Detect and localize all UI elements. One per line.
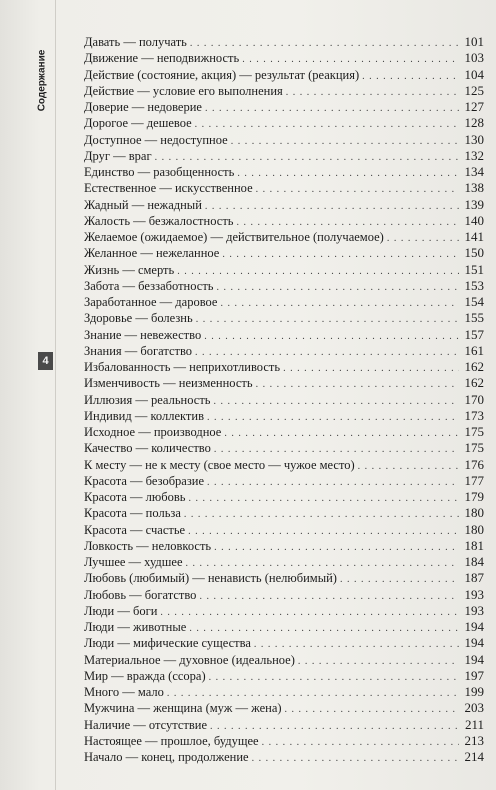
toc-entry-title: Любовь — богатство — [84, 587, 197, 602]
toc-entry[interactable] — [84, 115, 484, 131]
toc-entry-title: Жадный — нежадный — [84, 197, 202, 212]
toc-entry[interactable] — [84, 408, 484, 424]
toc-entry-page: 213 — [464, 732, 484, 748]
side-title — [30, 40, 54, 120]
dot-leader — [222, 247, 459, 263]
toc-entry[interactable] — [84, 343, 484, 359]
toc-entry[interactable] — [84, 197, 484, 213]
side-title-text: Содержание — [36, 49, 48, 111]
toc-entry-page: 211 — [464, 716, 484, 732]
dot-leader — [224, 426, 459, 442]
toc-entry-title: Естественное — искусственное — [84, 181, 253, 196]
toc-entry-title: Любовь (любимый) — ненависть (нелюбимый) — [84, 571, 337, 586]
toc-entry-page: 181 — [464, 537, 484, 553]
toc-entry-page: 138 — [464, 180, 484, 196]
dot-leader — [184, 507, 459, 523]
toc-entry-title: Лучшее — худшее — [84, 555, 183, 569]
toc-entry-page: 214 — [464, 749, 484, 764]
dot-leader — [256, 377, 459, 393]
toc-entry-page: 179 — [464, 489, 484, 504]
dot-leader — [387, 231, 459, 247]
toc-entry[interactable] — [84, 635, 484, 651]
table-of-contents — [84, 34, 484, 765]
toc-entry[interactable] — [84, 245, 484, 261]
toc-entry-title: Люди — боги — [84, 603, 158, 618]
dot-leader — [220, 296, 459, 312]
toc-entry-page: 180 — [464, 505, 484, 521]
dot-leader — [362, 69, 459, 85]
toc-entry[interactable] — [84, 164, 484, 180]
toc-entry[interactable] — [84, 570, 484, 586]
toc-entry[interactable] — [84, 229, 484, 245]
toc-entry[interactable] — [84, 489, 484, 505]
dot-leader — [188, 491, 459, 507]
toc-entry-title: Наличие — отсутствие — [84, 717, 207, 732]
toc-entry[interactable] — [84, 473, 484, 489]
toc-entry[interactable] — [84, 424, 484, 440]
toc-entry[interactable] — [84, 587, 484, 603]
toc-entry-title: Единство — разобщенность — [84, 165, 235, 179]
toc-entry-title: Иллюзия — реальность — [84, 392, 211, 407]
toc-entry[interactable] — [84, 359, 484, 375]
toc-entry[interactable] — [84, 262, 484, 278]
toc-entry-page: 128 — [464, 115, 484, 131]
toc-entry-title: Красота — любовь — [84, 490, 186, 504]
toc-entry[interactable] — [84, 278, 484, 294]
toc-entry[interactable] — [84, 34, 484, 50]
toc-entry-title: Доверие — недоверие — [84, 100, 202, 114]
toc-entry[interactable] — [84, 375, 484, 391]
dot-leader — [213, 394, 459, 410]
dot-leader — [195, 117, 459, 133]
toc-entry-page: 176 — [464, 456, 484, 472]
toc-entry-title: Ловкость — неловкость — [84, 538, 212, 553]
toc-entry-title: Настоящее — прошлое, будущее — [84, 733, 259, 748]
toc-entry-page: 194 — [464, 651, 484, 667]
toc-entry[interactable] — [84, 99, 484, 115]
dot-leader — [285, 702, 459, 718]
toc-entry[interactable] — [84, 440, 484, 456]
toc-entry[interactable] — [84, 148, 484, 164]
toc-entry-title: Знание — невежество — [84, 327, 202, 342]
dot-leader — [196, 312, 459, 328]
dot-leader — [209, 670, 459, 686]
dot-leader — [217, 280, 459, 296]
toc-entry-title: Здоровье — болезнь — [84, 311, 193, 326]
toc-entry[interactable] — [84, 684, 484, 700]
toc-entry-title: Люди — животные — [84, 620, 187, 634]
toc-entry-page: 103 — [464, 50, 484, 66]
toc-entry-page: 177 — [464, 472, 484, 488]
toc-entry-title: Знания — богатство — [84, 343, 193, 358]
toc-entry-page: 139 — [464, 196, 484, 212]
toc-entry-page: 203 — [464, 700, 484, 716]
toc-entry-page: 193 — [464, 586, 484, 602]
toc-entry-title: Люди — мифические существа — [84, 636, 251, 651]
toc-entry[interactable] — [84, 392, 484, 408]
toc-entry[interactable] — [84, 668, 484, 684]
dot-leader — [340, 572, 459, 588]
dot-leader — [358, 459, 459, 475]
toc-entry-title: Давать — получать — [84, 35, 187, 49]
toc-entry[interactable] — [84, 213, 484, 229]
toc-entry-page: 141 — [464, 229, 484, 244]
toc-entry-title: Доступное — недоступное — [84, 132, 228, 147]
toc-entry-page: 161 — [464, 342, 484, 358]
dot-leader — [199, 589, 459, 605]
toc-entry-page: 155 — [464, 310, 484, 326]
toc-entry-page: 175 — [464, 424, 484, 439]
toc-entry-page: 132 — [464, 147, 484, 163]
toc-entry-title: Исходное — производное — [84, 425, 222, 439]
toc-entry-title: Мужчина — женщина (муж — жена) — [84, 701, 282, 716]
toc-entry[interactable] — [84, 294, 484, 310]
toc-entry-page: 187 — [464, 570, 484, 586]
toc-entry-page: 180 — [464, 521, 484, 537]
toc-entry-title: Мир — вражда (ссора) — [84, 668, 206, 683]
toc-entry-title: Изменчивость — неизменность — [84, 376, 253, 391]
toc-entry-title: Индивид — коллектив — [84, 408, 204, 423]
toc-entry-title: Желаемое (ожидаемое) — действительное (получаемое) — [84, 230, 384, 244]
dot-leader — [283, 361, 459, 377]
toc-entry-page: 130 — [464, 131, 484, 147]
dot-leader — [204, 329, 459, 345]
dot-leader — [214, 540, 459, 556]
toc-entry[interactable] — [84, 67, 484, 83]
toc-entry[interactable] — [84, 310, 484, 326]
toc-entry[interactable] — [84, 700, 484, 716]
dot-leader — [286, 85, 459, 101]
toc-entry-title: Материальное — духовное (идеальное) — [84, 652, 295, 667]
toc-entry[interactable] — [84, 733, 484, 749]
dot-leader — [237, 166, 459, 182]
dot-leader — [188, 524, 459, 540]
toc-entry-page: 162 — [464, 375, 484, 391]
dot-leader — [160, 605, 459, 621]
dot-leader — [256, 182, 459, 198]
toc-entry-page: 101 — [464, 34, 484, 49]
toc-entry[interactable] — [84, 327, 484, 343]
toc-entry[interactable] — [84, 522, 484, 538]
dot-leader — [205, 199, 459, 215]
page-number-badge: 4 — [38, 352, 53, 370]
dot-leader — [205, 101, 459, 117]
toc-entry-page: 194 — [464, 619, 484, 634]
toc-entry-title: Действие — условие его выполнения — [84, 83, 283, 98]
toc-entry-page: 104 — [464, 66, 484, 82]
dot-leader — [177, 264, 459, 280]
toc-entry[interactable] — [84, 554, 484, 570]
toc-entry-page: 173 — [464, 407, 484, 423]
toc-entry-page: 125 — [464, 82, 484, 98]
toc-entry-page: 194 — [464, 635, 484, 651]
toc-entry-title: Избалованность — неприхотливость — [84, 360, 281, 374]
toc-entry-title: Начало — конец, продолжение — [84, 750, 249, 764]
toc-entry-title: Действие (состояние, акция) — результат (реакция) — [84, 67, 360, 82]
toc-entry-page: 193 — [464, 602, 484, 618]
toc-entry[interactable] — [84, 505, 484, 521]
dot-leader — [262, 735, 459, 751]
toc-entry-title: Красота — счастье — [84, 522, 186, 537]
dot-leader — [231, 134, 459, 150]
toc-entry[interactable] — [84, 538, 484, 554]
dot-leader — [207, 410, 459, 426]
toc-entry-title: Заработанное — даровое — [84, 295, 218, 309]
toc-entry[interactable] — [84, 457, 484, 473]
toc-entry-page: 175 — [464, 440, 484, 456]
toc-entry-page: 140 — [464, 212, 484, 228]
toc-entry-title: Жизнь — смерть — [84, 262, 175, 277]
dot-leader — [207, 475, 459, 491]
toc-entry-title: Красота — безобразие — [84, 473, 205, 488]
toc-entry-page: 127 — [464, 99, 484, 114]
toc-entry-title: Жалость — безжалостность — [84, 213, 234, 228]
toc-entry[interactable] — [84, 749, 484, 765]
toc-entry-title: Красота — польза — [84, 506, 181, 521]
toc-entry[interactable] — [84, 180, 484, 196]
toc-entry-page: 197 — [464, 667, 484, 683]
toc-entry-page: 134 — [464, 164, 484, 179]
toc-entry-page: 162 — [464, 359, 484, 374]
toc-entry[interactable] — [84, 83, 484, 99]
toc-entry-page: 151 — [464, 261, 484, 277]
dot-leader — [252, 751, 459, 767]
dot-leader — [298, 654, 459, 670]
toc-entry-title: Друг — враг — [84, 148, 152, 163]
toc-entry[interactable] — [84, 50, 484, 66]
toc-entry-title: Дорогое — дешевое — [84, 116, 192, 131]
toc-entry[interactable] — [84, 603, 484, 619]
toc-entry-title: К месту — не к месту (свое место — чужое место) — [84, 457, 355, 472]
toc-entry-page: 184 — [464, 554, 484, 569]
toc-entry-page: 157 — [464, 326, 484, 342]
toc-entry-title: Желанное — нежеланное — [84, 246, 220, 261]
toc-entry-title: Забота — беззаботность — [84, 278, 214, 293]
toc-entry[interactable] — [84, 132, 484, 148]
toc-entry-page: 199 — [464, 684, 484, 699]
toc-entry-page: 154 — [464, 294, 484, 309]
toc-entry[interactable] — [84, 652, 484, 668]
toc-entry-page: 170 — [464, 391, 484, 407]
toc-entry-title: Качество — количество — [84, 441, 211, 456]
toc-entry-page: 153 — [464, 277, 484, 293]
toc-entry-title: Много — мало — [84, 685, 164, 699]
toc-entry[interactable] — [84, 717, 484, 733]
toc-entry-title: Движение — неподвижность — [84, 51, 240, 66]
toc-entry-page: 150 — [464, 245, 484, 261]
toc-entry[interactable] — [84, 619, 484, 635]
